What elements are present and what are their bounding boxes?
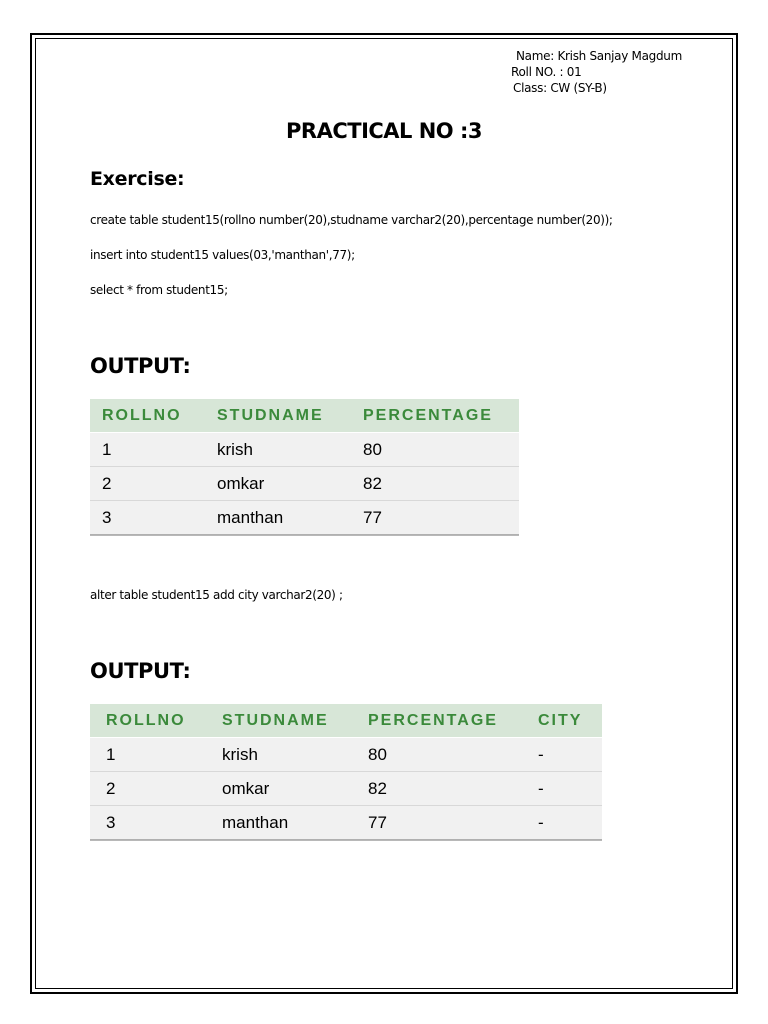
table-cell: - xyxy=(526,806,602,840)
table-cell: - xyxy=(526,738,602,772)
code-create: create table student15(rollno number(20),studname varchar2(20),percentage number(20)); xyxy=(90,213,613,227)
table-header-row xyxy=(90,704,602,738)
column-header: ROLLNO xyxy=(90,704,210,738)
column-header: PERCENTAGE xyxy=(351,399,519,433)
table-cell: 3 xyxy=(90,501,205,535)
table-cell: manthan xyxy=(205,501,351,535)
table-cell: 1 xyxy=(90,433,205,467)
table-row xyxy=(90,501,519,535)
table-cell: 80 xyxy=(356,738,526,772)
table-cell: omkar xyxy=(210,772,356,806)
table-cell: manthan xyxy=(210,806,356,840)
table-cell: krish xyxy=(205,433,351,467)
output-table-1 xyxy=(90,399,519,535)
table-row xyxy=(90,467,519,501)
table-cell: krish xyxy=(210,738,356,772)
table-cell: omkar xyxy=(205,467,351,501)
table-cell: 77 xyxy=(356,806,526,840)
table-cell: 77 xyxy=(351,501,519,535)
table-row xyxy=(90,772,602,806)
table-header-row xyxy=(90,399,519,433)
column-header: PERCENTAGE xyxy=(356,704,526,738)
student-roll: Roll NO. : 01 xyxy=(511,65,582,79)
table-row xyxy=(90,738,602,772)
table-cell: 82 xyxy=(351,467,519,501)
student-name: Name: Krish Sanjay Magdum xyxy=(516,49,682,63)
table-cell: - xyxy=(526,772,602,806)
table-cell: 3 xyxy=(90,806,210,840)
table-row xyxy=(90,433,519,467)
table-cell: 1 xyxy=(90,738,210,772)
column-header: STUDNAME xyxy=(205,399,351,433)
exercise-heading: Exercise: xyxy=(90,168,185,190)
student-info xyxy=(508,48,682,96)
table-cell: 82 xyxy=(356,772,526,806)
output-heading-2: OUTPUT: xyxy=(90,659,191,683)
table-cell: 80 xyxy=(351,433,519,467)
student-class: Class: CW (SY-B) xyxy=(513,81,607,95)
table-cell: 2 xyxy=(90,772,210,806)
output-table-2 xyxy=(90,704,602,840)
column-header: CITY xyxy=(526,704,602,738)
page-title-text: PRACTICAL NO :3 xyxy=(286,119,482,143)
code-alter: alter table student15 add city varchar2(20) ; xyxy=(90,588,343,602)
output-heading-1: OUTPUT: xyxy=(90,354,191,378)
table-row xyxy=(90,806,602,840)
table-cell: 2 xyxy=(90,467,205,501)
code-select: select * from student15; xyxy=(90,283,228,297)
column-header: ROLLNO xyxy=(90,399,205,433)
column-header: STUDNAME xyxy=(210,704,356,738)
page-title xyxy=(0,119,768,143)
code-insert: insert into student15 values(03,'manthan',77); xyxy=(90,248,355,262)
